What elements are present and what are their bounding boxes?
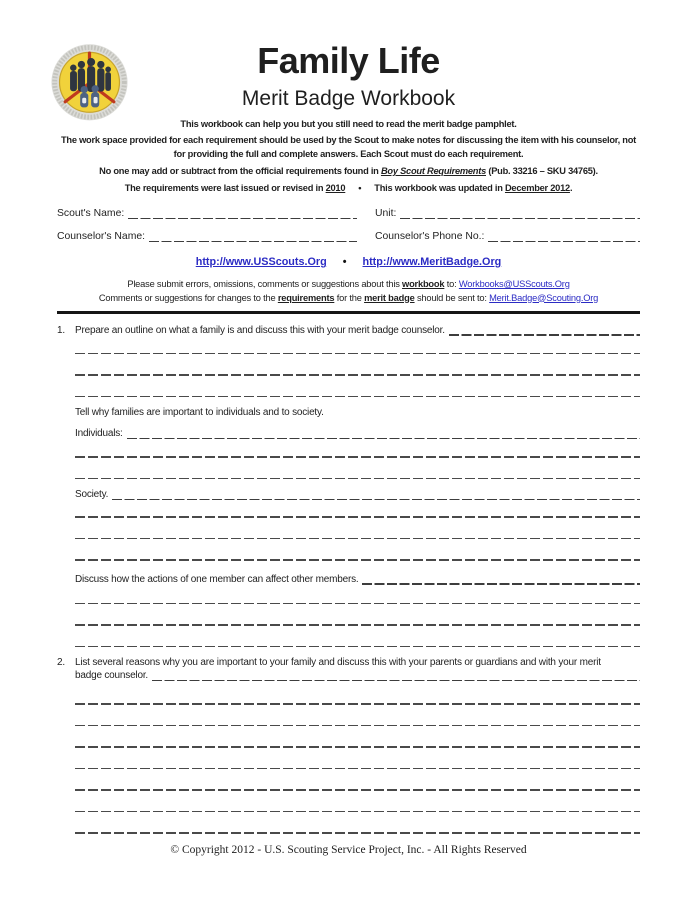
counselor-name-line [149, 241, 357, 242]
writing-line [75, 768, 640, 770]
requirement-2-number: 2. [57, 657, 65, 669]
scout-name-line [128, 218, 357, 219]
note-revision [57, 181, 640, 195]
bullet-separator: • [358, 183, 362, 193]
writing-line [75, 725, 640, 727]
requirement-1-text: Prepare an outline on what a family is and discuss this with your merit badge counselor. [75, 324, 445, 336]
counselor-phone-line [488, 241, 640, 242]
counselor-phone-label: Counselor's Phone No.: [375, 231, 485, 242]
writing-line [112, 499, 640, 500]
writing-line [75, 746, 640, 748]
writing-line [127, 438, 640, 439]
requirement-2-continued [75, 669, 640, 682]
society-row [75, 488, 640, 501]
note-requirements-pre: No one may add or subtract from the official requirements found in [99, 166, 381, 176]
page-title: Family Life [257, 40, 440, 81]
requirement-1-tell: Tell why families are important to individuals and to society. [75, 407, 324, 419]
copyright-footer: © Copyright 2012 - U.S. Scouting Service Project, Inc. - All Rights Reserved [170, 843, 527, 856]
website-links [57, 255, 640, 269]
writing-line [75, 538, 640, 540]
submit-note-2 [57, 292, 640, 306]
writing-line [75, 789, 640, 791]
note-workspace: The work space provided for each requirement should be used by the Scout to make notes for discussing the item with his counselor, not for providing the full and complete answers. Each Scout must do each requirement. [60, 135, 637, 159]
note-updated-pre: This workbook was updated in [374, 183, 505, 193]
unit-label: Unit: [375, 208, 397, 219]
individuals-row [75, 427, 640, 440]
note-requirements-source [57, 164, 640, 178]
merit-badge-emphasis: merit badge [364, 292, 415, 303]
note-revision-end: . [569, 183, 573, 193]
requirement-1-number: 1. [57, 324, 65, 336]
writing-line [449, 334, 640, 335]
writing-line [75, 456, 640, 458]
note-revision-pre: The requirements were last issued or revised in [124, 183, 326, 193]
requirement-2-text-line-1: List several reasons why you are important to your family and discuss this with your parents or guardians and with your merit [75, 657, 601, 669]
writing-line [75, 832, 640, 834]
note-pamphlet: This workbook can help you but you still need to read the merit badge pamphlet. [180, 119, 517, 129]
writing-line [75, 703, 640, 705]
usscouts-link[interactable]: http://www.USScouts.Org [195, 256, 327, 268]
writing-line [362, 583, 640, 584]
discuss-row [75, 573, 640, 586]
writing-line [75, 646, 640, 648]
form-row-1 [57, 207, 640, 220]
submit-note-2-mid2: should be sent to: [414, 292, 490, 303]
requirement-1 [57, 324, 640, 337]
requirements-emphasis: requirements [277, 292, 335, 303]
workbooks-email-link[interactable]: Workbooks@USScouts.Org [458, 279, 570, 289]
requirement-2 [57, 656, 640, 669]
submit-note-1 [57, 278, 640, 292]
meritbadge-link[interactable]: http://www.MeritBadge.Org [362, 256, 502, 268]
writing-line [75, 624, 640, 626]
submit-note-1-pre: Please submit errors, omissions, comments or suggestions about this [127, 279, 403, 289]
boy-scout-requirements-title: Boy Scout Requirements [380, 166, 487, 176]
writing-line [75, 811, 640, 813]
writing-line [75, 603, 640, 605]
writing-line [75, 478, 640, 480]
unit-line [400, 218, 640, 219]
individuals-label: Individuals: [75, 428, 123, 440]
submit-note-2-pre: Comments or suggestions for changes to the [98, 292, 278, 303]
note-requirements-post: (Pub. 33216 – SKU 34765). [486, 166, 598, 176]
writing-line [75, 396, 640, 398]
submit-note-1-mid: to: [444, 279, 459, 289]
merit-badge-email-link[interactable]: Merit.Badge@Scouting.Org [489, 292, 599, 303]
writing-line [75, 559, 640, 561]
form-row-2 [57, 230, 640, 243]
page-subtitle: Merit Badge Workbook [241, 87, 456, 110]
submit-note-2-mid1: for the [334, 292, 365, 303]
writing-line [75, 374, 640, 376]
writing-line [75, 353, 640, 355]
family-life-merit-badge-icon [49, 39, 130, 124]
workbook-emphasis: workbook [402, 279, 445, 289]
section-divider [57, 311, 640, 314]
writing-line [152, 680, 640, 681]
revision-year: 2010 [325, 183, 346, 193]
scout-name-label: Scout's Name: [57, 208, 125, 219]
writing-line [75, 516, 640, 518]
society-label: Society. [75, 489, 109, 501]
counselor-name-label: Counselor's Name: [57, 231, 146, 242]
link-bullet-separator: • [342, 256, 347, 268]
discuss-text: Discuss how the actions of one member can affect other members. [75, 573, 359, 585]
updated-date: December 2012 [504, 183, 570, 193]
requirement-2-text-line-2: badge counselor. [75, 670, 148, 682]
